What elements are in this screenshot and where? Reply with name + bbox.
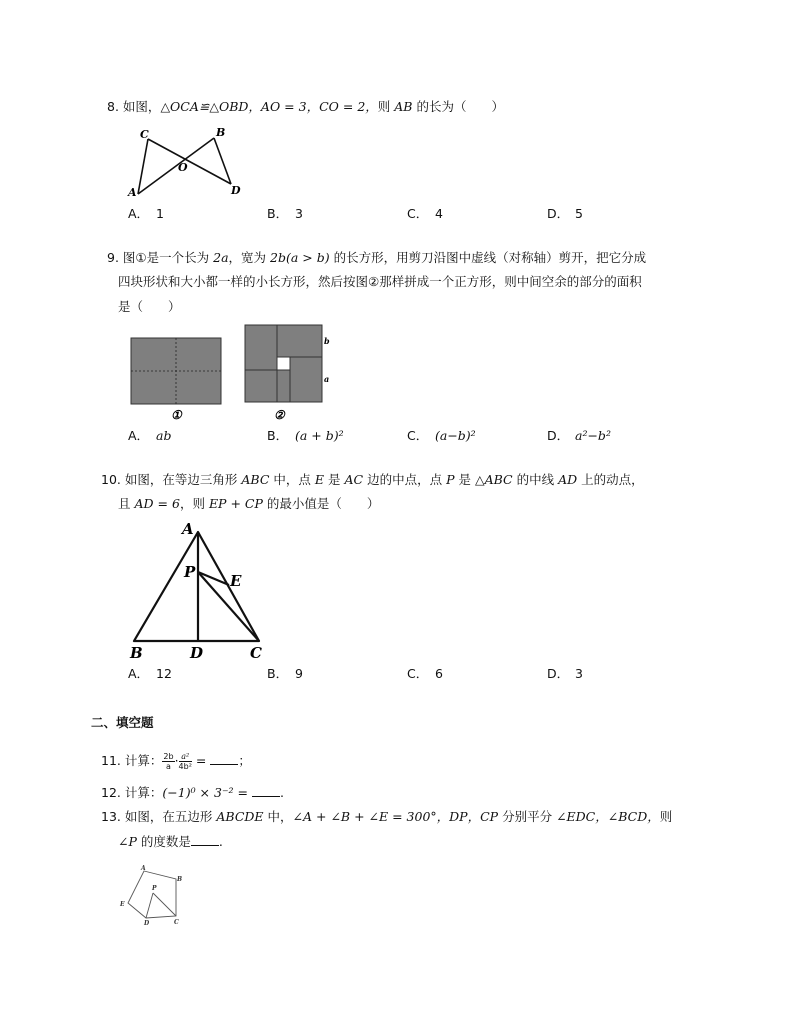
q10-stem-line2: 且 AD = 6，则 EP + CP 的最小值是（ ） <box>118 496 380 511</box>
q9-number: 9. <box>107 250 119 265</box>
q9-option-d[interactable]: D． a²−b² <box>547 428 611 443</box>
q11-fraction-2: $\frac{\text{a²}}{\text{4b²}}$ <box>178 752 192 771</box>
q13-stem-line1: 13. 如图，在五边形 ABCDE 中，∠A + ∠B + ∠E = 300°，DP，CP 分别平分 ∠EDC，∠BCD，则 <box>101 809 673 824</box>
q10-option-c[interactable]: C． 6 <box>407 666 443 681</box>
q8-figure <box>126 124 246 198</box>
q10-label-c: C <box>250 644 262 662</box>
q9-stem-line1: 9. 图①是一个长为 2a，宽为 2b(a > b) 的长方形，用剪刀沿图中虚线（对称轴）剪开，把它分成 <box>107 250 647 265</box>
q13-label-c: C <box>174 919 179 926</box>
q9-stem-line2: 四块形状和大小都一样的小长方形，然后按图②那样拼成一个正方形，则中间空余的部分的面积 <box>118 274 642 289</box>
q10-figure <box>126 520 276 662</box>
q13-label-b: B <box>177 876 183 883</box>
q10-number: 10. <box>101 472 121 487</box>
q8-label-d: D <box>231 184 241 197</box>
q8-option-b[interactable]: B． 3 <box>267 206 303 221</box>
q9-center-hole <box>277 357 290 370</box>
q10-label-e: E <box>230 572 242 590</box>
q10-stem-line1: 10. 如图，在等边三角形 ABC 中，点 E 是 AC 边的中点，点 P 是 △ABC 的中线 AD 上的动点， <box>101 472 644 487</box>
q10-option-b[interactable]: B． 9 <box>267 666 303 681</box>
q9-label-b: b <box>324 336 330 346</box>
q10-label-b: B <box>130 644 143 662</box>
section-heading-fill-in: 二、填空题 <box>91 715 154 730</box>
q13-label-p: P <box>152 885 157 892</box>
q9-stem-line3: 是（ ） <box>118 299 181 314</box>
q8-label-a: A <box>128 186 137 198</box>
q13-stem-line2: ∠P 的度数是 . <box>118 834 223 849</box>
q9-figure-2 <box>242 322 337 422</box>
q12-number: 12. <box>101 785 121 800</box>
q10-label-d: D <box>190 644 204 662</box>
q8-stem: 8. 如图，△OCA≌△OBD，AO = 3，CO = 2，则 AB 的长为（ ） <box>107 99 504 114</box>
q10-label-p: P <box>184 563 196 581</box>
q9-label-a: a <box>324 374 330 384</box>
q13-label-d: D <box>144 920 150 927</box>
q8-number: 8. <box>107 99 119 114</box>
q8-option-c[interactable]: C． 4 <box>407 206 443 221</box>
q8-label-c: C <box>140 128 149 141</box>
q8-option-a[interactable]: A． 1 <box>128 206 164 221</box>
q11-stem: 11. 计算： $\frac{2b}{a}$ · $\frac{\text{a²}}{\text{4b²}}$ = ； <box>101 752 251 771</box>
q8-segment-bd <box>214 138 231 184</box>
q13-answer-blank[interactable] <box>191 833 219 846</box>
q8-label-b: B <box>216 126 226 139</box>
q13-label-a: A <box>141 865 146 872</box>
q8-segment-ca <box>138 139 148 194</box>
q13-number: 13. <box>101 809 121 824</box>
q11-fraction-1: $\frac{2b}{a}$ <box>163 752 174 771</box>
q13-segment-dp <box>146 893 153 918</box>
q11-answer-blank[interactable] <box>210 752 238 765</box>
q9-figure-2-caption: ② <box>274 408 285 422</box>
q8-label-o: O <box>178 161 188 174</box>
q12-stem: 12. 计算：(−1)⁰ × 3⁻² = . <box>101 785 284 800</box>
q9-figure-1 <box>128 335 224 421</box>
q11-number: 11. <box>101 753 121 768</box>
q13-pentagon <box>128 871 176 918</box>
q13-segment-cp <box>153 893 176 916</box>
q10-segment-pc <box>198 572 259 641</box>
q12-answer-blank[interactable] <box>252 784 280 797</box>
q8-segment-ab <box>138 138 214 194</box>
q9-option-a[interactable]: A． ab <box>128 428 172 443</box>
q10-option-a[interactable]: A． 12 <box>128 666 172 681</box>
q8-option-d[interactable]: D． 5 <box>547 206 583 221</box>
q10-label-a: A <box>182 520 194 538</box>
q10-option-d[interactable]: D． 3 <box>547 666 583 681</box>
q9-option-b[interactable]: B． (a + b)² <box>267 428 344 443</box>
q9-figure-1-caption: ① <box>171 408 182 421</box>
q13-label-e: E <box>120 901 125 908</box>
q13-figure <box>116 864 190 928</box>
q9-option-c[interactable]: C． (a−b)² <box>407 428 476 443</box>
